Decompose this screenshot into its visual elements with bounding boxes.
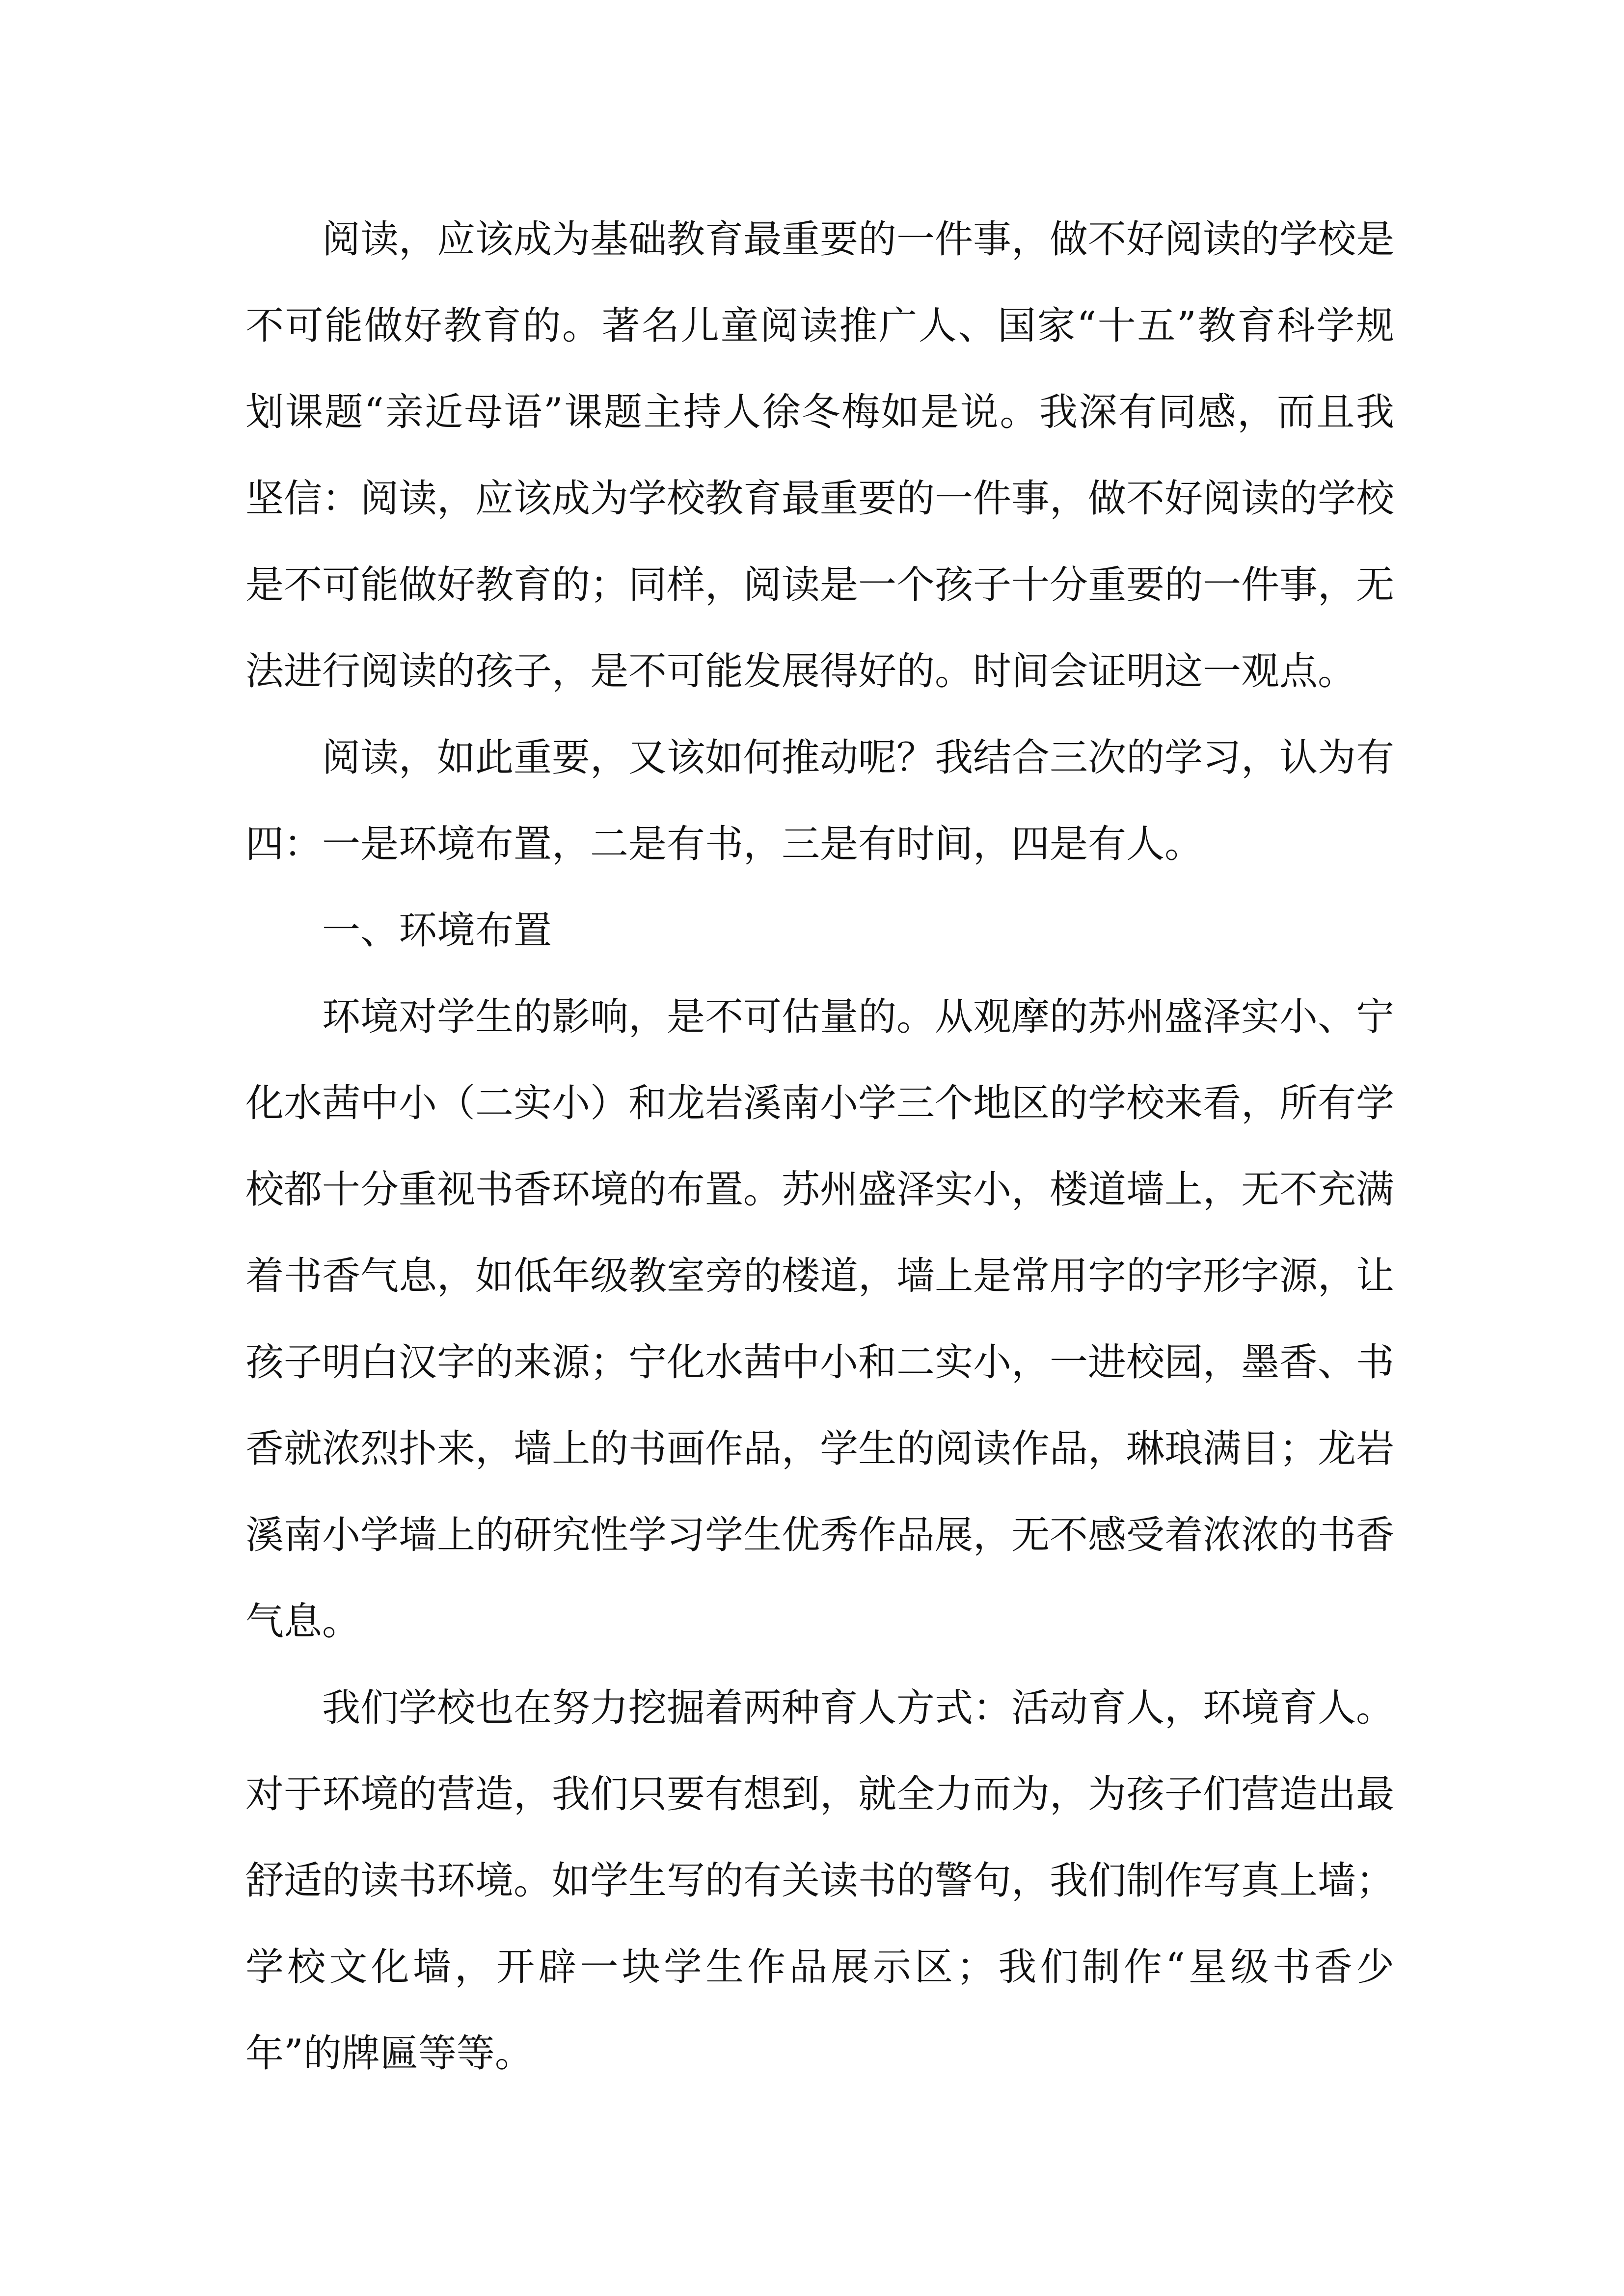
paragraph-intro: 阅读，应该成为基础教育最重要的一件事，做不好阅读的学校是不可能做好教育的。著名儿童阅读推广人、国家“十五”教育科学规划课题“亲近母语”课题主持人徐冬梅如是说。我深有同感，而且我坚信：阅读，应该成为学校教育最重要的一件事，做不好阅读的学校是不可能做好教育的；同样，阅读是一个孩子十分重要的一件事，无法进行阅读的孩子，是不可能发展得好的。时间会证明这一观点。: [245, 217, 1395, 694]
paragraph-question: 阅读，如此重要，又该如何推动呢？我结合三次的学习，认为有四：一是环境布置，二是有书，三是有时间，四是有人。: [245, 736, 1395, 866]
document-body: [245, 196, 1394, 2097]
section-heading-environment: 一、环境布置: [322, 908, 552, 953]
paragraph-our-school: 我们学校也在努力挖掘着两种育人方式：活动育人，环境育人。对于环境的营造，我们只要有想到，就全力而为，为孩子们营造出最舒适的读书环境。如学生写的有关读书的警句，我们制作写真上墙；学校文化墙，开辟一块学生作品展示区；我们制作“星级书香少年”的牌匾等等。: [245, 1686, 1395, 2076]
paragraph-environment-observations: 环境对学生的影响，是不可估量的。从观摩的苏州盛泽实小、宁化水茜中小（二实小）和龙岩溪南小学三个地区的学校来看，所有学校都十分重视书香环境的布置。苏州盛泽实小，楼道墙上，无不充满着书香气息，如低年级教室旁的楼道，墙上是常用字的字形字源，让孩子明白汉字的来源；宁化水茜中小和二实小，一进校园，墨香、书香就浓烈扑来，墙上的书画作品，学生的阅读作品，琳琅满目；龙岩溪南小学墙上的研究性学习学生优秀作品展，无不感受着浓浓的书香气息。: [245, 995, 1395, 1644]
